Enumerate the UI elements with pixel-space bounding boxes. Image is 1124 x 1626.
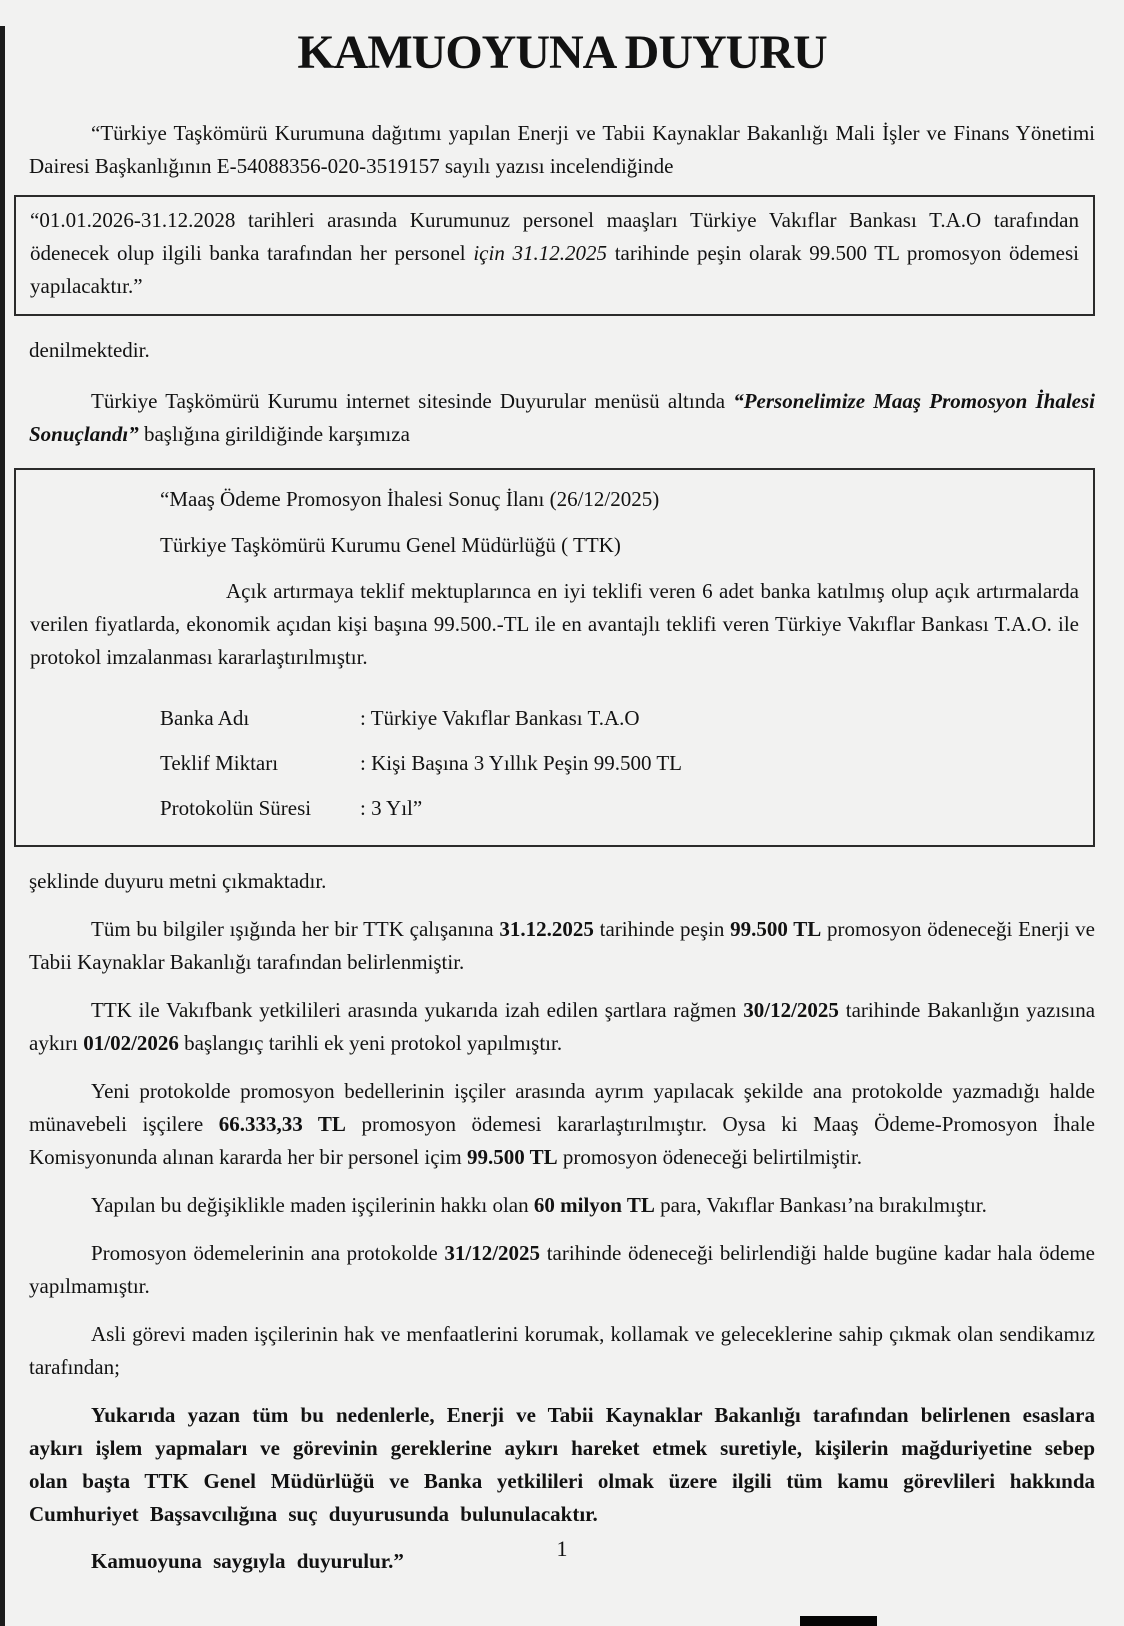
table-row-offer-amount [160, 747, 1079, 780]
no-payment-yet-paragraph: Promosyon ödemelerinin ana protokolde 31/12/2025 tarihinde ödeneceği belirlendiği halde bugüne kadar hala ödeme yapılmamıştır. [29, 1241, 1095, 1298]
website-announcement-paragraph: Türkiye Taşkömürü Kurumu internet sitesinde Duyurular menüsü altında “Personelimize Maaş Promosyon İhalesi Sonuçlandı” başlığına girildiğinde karşımıza [29, 389, 1095, 446]
table-row-protocol-duration [160, 792, 1079, 825]
ministry-letter-quote-box [14, 195, 1095, 316]
document-page [0, 26, 1124, 1626]
table-row-bank-name [160, 702, 1079, 735]
sixty-million-paragraph: Yapılan bu değişiklikle maden işçilerinin hakkı olan 60 milyon TL para, Vakıflar Bankası’na bırakılmıştır. [91, 1193, 987, 1217]
new-protocol-discrimination-paragraph: Yeni protokolde promosyon bedellerinin işçiler arasında ayrım yapılacak şekilde ana protokolde yazmadığı halde münavebeli işçilere 66.333,33 TL promosyon ödemesi kararlaştırılmıştır. Oysa ki Maaş Ödeme-Promosyon İhale Komisyonunda alınan kararda her bir personel içim 99.500 TL promosyon ödeneceği belirtilmiştir. [29, 1079, 1095, 1169]
announcement-title-line: “Maaş Ödeme Promosyon İhalesi Sonuç İlanı (26/12/2025) [160, 487, 660, 511]
page-title: KAMUOYUNA DUYURU [297, 26, 827, 79]
ministry-letter-quote-text: “01.01.2026-31.12.2028 tarihleri arasında Kurumunuz personel maaşları Türkiye Vakıflar Bankası T.A.O tarafından ödenecek olup ilgili banka tarafından her personel için 31.12.2025 tarihinde peşin olarak 99.500 TL promosyon ödemesi yapılacaktır.” [30, 208, 1079, 298]
intro-paragraph: “Türkiye Taşkömürü Kurumuna dağıtımı yapılan Enerji ve Tabii Kaynaklar Bakanlığı Mali İşler ve Finans Yönetimi Dairesi Başkanlığının E-54088356-020-3519157 sayılı yazısı incelendiğinde [29, 121, 1095, 178]
closing-line: Kamuoyuna saygıyla duyurulur.” [91, 1549, 404, 1573]
scan-left-edge-artifact [0, 26, 5, 1626]
denilmektedir-line: denilmektedir. [29, 338, 150, 362]
new-protocol-signed-paragraph: TTK ile Vakıfbank yetkilileri arasında yukarıda izah edilen şartlara rağmen 30/12/2025 tarihinde Bakanlığın yazısına aykırı 01/02/2026 başlangıç tarihli ek yeni protokol yapılmıştır. [29, 998, 1096, 1055]
seklinde-line: şeklinde duyuru metni çıkmaktadır. [29, 869, 327, 893]
all-info-paragraph: Tüm bu bilgiler ışığında her bir TTK çalışanına 31.12.2025 tarihinde peşin 99.500 TL promosyon ödeneceği Enerji ve Tabii Kaynaklar Bakanlığı tarafından belirlenmiştir. [29, 917, 1096, 974]
bank-name-value: : Türkiye Vakıflar Bankası T.A.O [360, 706, 640, 730]
bank-name-label: Banka Adı [160, 706, 250, 730]
protocol-duration-value: : 3 Yıl” [360, 796, 423, 820]
scanned-announcement-document [0, 26, 1124, 1626]
tender-details-table [160, 702, 1079, 825]
protocol-duration-label: Protokolün Süresi [160, 796, 312, 820]
criminal-complaint-paragraph: Yukarıda yazan tüm bu nedenlerle, Enerji ve Tabii Kaynaklar Bakanlığı tarafından belirlenen esaslara aykırı işlem yapmaları ve görevinin gereklerine aykırı hareket etmek suretiyle, kişilerin mağduriyetine sebep olan başta TTK Genel Müdürlüğü ve Banka yetkilileri olmak üzere ilgili tüm kamu görevlileri hakkında Cumhuriyet Başsavcılığına suç duyurusunda bulunulacaktır. [29, 1403, 1095, 1526]
union-duty-paragraph: Asli görevi maden işçilerinin hak ve menfaatlerini korumak, kollamak ve geleceklerine sahip çıkmak olan sendikamız tarafından; [29, 1322, 1095, 1379]
redaction-bar [800, 1616, 877, 1626]
page-number: 1 [556, 1536, 568, 1561]
offer-amount-value: : Kişi Başına 3 Yıllık Peşin 99.500 TL [360, 751, 683, 775]
tender-result-announcement-box [14, 468, 1095, 847]
announcement-institution-line: Türkiye Taşkömürü Kurumu Genel Müdürlüğü ( TTK) [160, 533, 621, 557]
offer-amount-label: Teklif Miktarı [160, 751, 279, 775]
announcement-body-paragraph: Açık artırmaya teklif mektuplarınca en iyi teklifi veren 6 adet banka katılmış olup açık artırmalarda verilen fiyatlarda, ekonomik açıdan kişi başına 99.500.-TL ile en avantajlı teklifi veren Türkiye Vakıflar Bankası T.A.O. ile protokol imzalanması kararlaştırılmıştır. [30, 579, 1079, 669]
